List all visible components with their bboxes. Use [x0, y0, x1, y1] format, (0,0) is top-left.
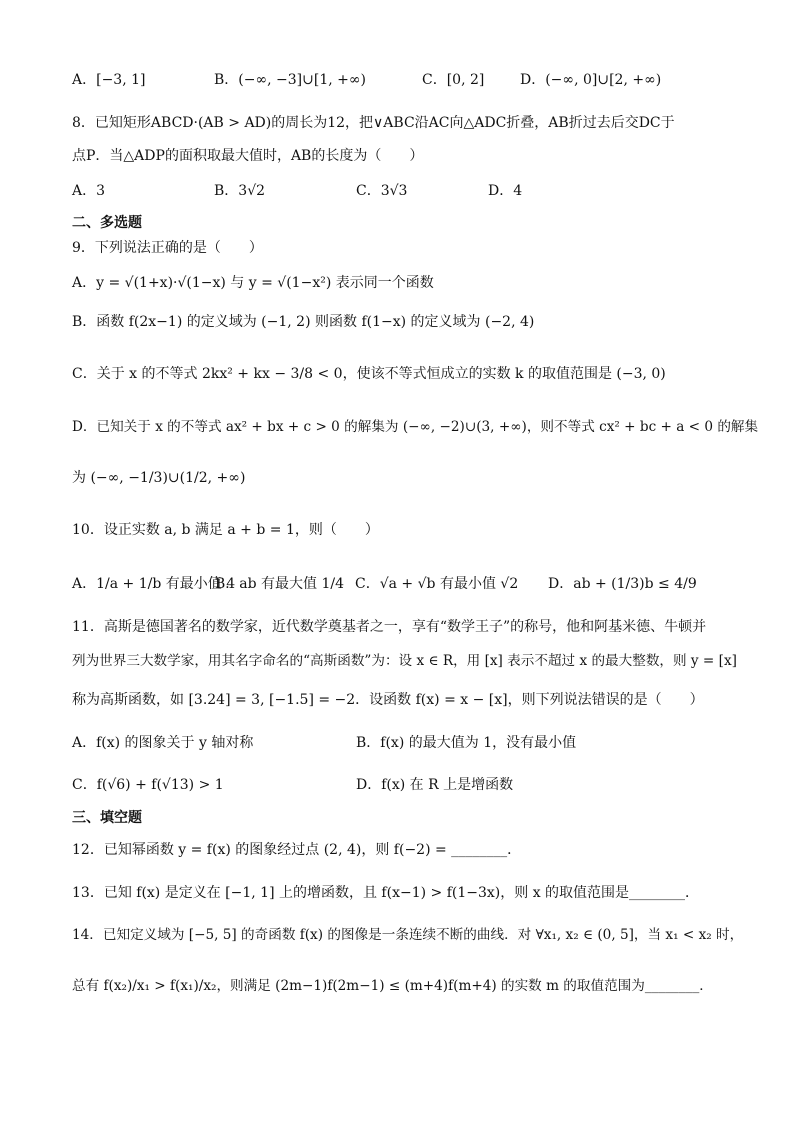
- q12-stem: 12．已知幂函数 y = f(x) 的图象经过点 (2, 4)，则 f(−2) = ________．: [72, 842, 522, 858]
- q11-stem-line3: 称为高斯函数，如 [3.24] = 3, [−1.5] = −2．设函数 f(x) = x − [x]，则下列说法错误的是（ ）: [72, 692, 704, 708]
- q9-stem: 9．下列说法正确的是（ ）: [72, 240, 263, 256]
- q8-stem-line1: 8．已知矩形ABCD·(AB > AD)的周长为12，把∨ABC沿AC向△ADC折叠，AB折过去后交DC于: [72, 115, 675, 131]
- q8-option-c: C．3√3: [356, 183, 408, 199]
- q8-stem-line2: 点P．当△ADP的面积取最大值时，AB的长度为（ ）: [72, 148, 424, 164]
- q14-stem-line2: 总有 f(x₂)/x₁ > f(x₁)/x₂，则满足 (2m−1)f(2m−1) ≤ (m+4)f(m+4) 的实数 m 的取值范围为________．: [72, 978, 713, 994]
- q11-option-c: C．f(√6) + f(√13) > 1: [72, 777, 224, 793]
- q7-option-b: B．(−∞, −3]∪[1, +∞): [214, 72, 366, 88]
- q10-option-c: C．√a + √b 有最小值 √2: [355, 576, 519, 592]
- section-fill-in-heading: 三、填空题: [72, 810, 142, 826]
- q13-stem: 13．已知 f(x) 是定义在 [−1, 1] 上的增函数，且 f(x−1) > f(1−3x)，则 x 的取值范围是________．: [72, 885, 700, 901]
- q9-option-d-line2: 为 (−∞, −1/3)∪(1/2, +∞): [72, 470, 246, 486]
- q7-option-a: A．[−3, 1]: [72, 72, 146, 88]
- q7-option-d: D．(−∞, 0]∪[2, +∞): [520, 72, 662, 88]
- q8-option-a: A．3: [72, 183, 106, 199]
- q8-option-d: D．4: [488, 183, 523, 199]
- q11-stem-line2: 列为世界三大数学家，用其名字命名的“高斯函数”为：设 x ∈ R，用 [x] 表示不超过 x 的最大整数，则 y = [x]: [72, 653, 737, 669]
- q9-option-d-line1: D．已知关于 x 的不等式 ax² + bx + c > 0 的解集为 (−∞, −2)∪(3, +∞)，则不等式 cx² + bc + a < 0 的解集: [72, 419, 759, 435]
- q9-option-b: B．函数 f(2x−1) 的定义域为 (−1, 2) 则函数 f(1−x) 的定义域为 (−2, 4): [72, 314, 535, 330]
- section-multiple-choice-heading: 二、多选题: [72, 215, 142, 231]
- q11-stem-line1: 11．高斯是德国著名的数学家，近代数学奠基者之一，享有“数学王子”的称号，他和阿基米德、牛顿并: [72, 619, 707, 635]
- q10-stem: 10．设正实数 a, b 满足 a + b = 1，则（ ）: [72, 522, 379, 538]
- q14-stem-line1: 14．已知定义域为 [−5, 5] 的奇函数 f(x) 的图像是一条连续不断的曲线．对 ∀x₁, x₂ ∈ (0, 5]，当 x₁ < x₂ 时，: [72, 927, 744, 943]
- q10-option-d: D．ab + (1/3)b ≤ 4/9: [548, 576, 697, 592]
- q10-option-b: B．ab 有最大值 1/4: [215, 576, 345, 592]
- q11-option-b: B．f(x) 的最大值为 1，没有最小值: [356, 735, 577, 751]
- q10-option-a: A．1/a + 1/b 有最小值 4: [72, 576, 236, 592]
- q11-option-d: D．f(x) 在 R 上是增函数: [356, 777, 514, 793]
- q8-option-b: B．3√2: [214, 183, 266, 199]
- q7-option-c: C．[0, 2]: [422, 72, 485, 88]
- q11-option-a: A．f(x) 的图象关于 y 轴对称: [72, 735, 254, 751]
- q9-option-c: C．关于 x 的不等式 2kx² + kx − 3/8 < 0，使该不等式恒成立的实数 k 的取值范围是 (−3, 0): [72, 366, 666, 382]
- q9-option-a: A．y = √(1+x)·√(1−x) 与 y = √(1−x²) 表示同一个函数: [72, 275, 434, 291]
